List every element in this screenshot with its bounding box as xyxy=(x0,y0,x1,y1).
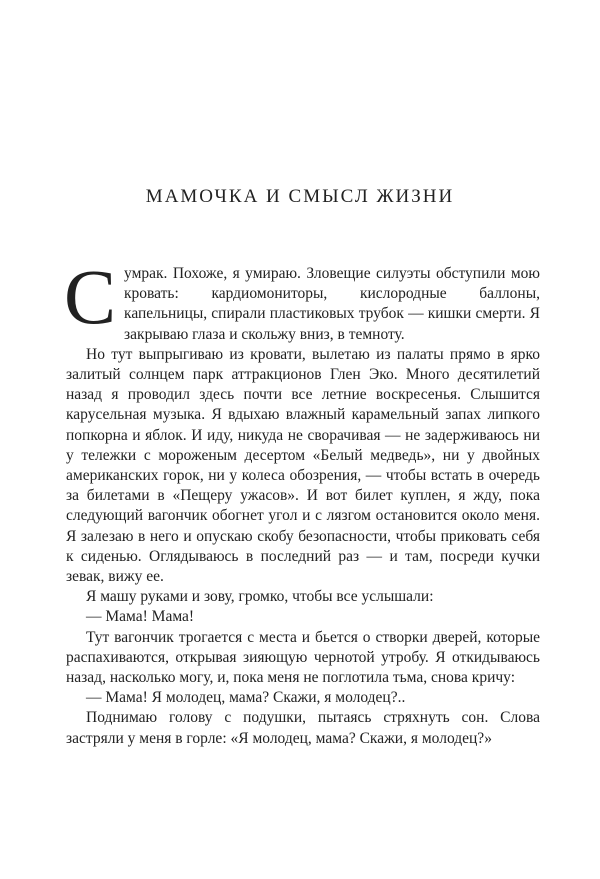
paragraph-3: Я машу руками и зову, громко, чтобы все услышали: xyxy=(86,588,434,606)
paragraph-4: Тут вагончик трогается с места и бьется о створки дверей, которые распахиваются, открывая зияющую чернотой утробу. Я откидываюсь назад, насколько могу, и, пока меня не поглотила тьма, снова кричу: xyxy=(66,628,540,687)
drop-cap-letter: С xyxy=(64,253,117,340)
chapter-body xyxy=(64,253,540,749)
paragraph-5: Поднимаю голову с подушки, пытаясь стряхнуть сон. Слова застряли у меня в горле: «Я молодец, мама? Скажи, я молодец?» xyxy=(66,709,540,747)
paragraph-1-text: умрак. Похоже, я умираю. Зловещие силуэты обступили мою кровать: кардиомониторы, кислородные баллоны, капельницы, спирали пластиковых трубок — кишки смерти. Я закрываю глаза и скольжу вниз, в темноту. xyxy=(124,265,540,343)
paragraph-1 xyxy=(64,253,540,345)
paragraph-2: Но тут выпрыгиваю из кровати, вылетаю из палаты прямо в ярко залитый солнцем парк аттракционов Глен Эко. Много десятилетий назад я проводил здесь почти все летние воскресенья. Слышится карусельная музыка. Я вдыхаю влажный карамельный запах липкого попкорна и яблок. И иду, никуда не сворачивая — не задерживаюсь ни у тележки с мороженым десертом «Белый медведь», ни у двойных американских горок, ни у колеса обозрения, — чтобы встать в очередь за билетами в «Пещеру ужасов». И вот билет куплен, я жду, пока следующий вагончик обогнет угол и с лязгом остановится около меня. Я залезаю в него и опускаю скобу безопасности, чтобы приковать себя к сиденью. Оглядываюсь в последний раз — и там, посреди кучки зевак, вижу ее. xyxy=(66,345,540,586)
dialogue-line-1: — Мама! Мама! xyxy=(86,608,195,626)
dialogue-line-2: — Мама! Я молодец, мама? Скажи, я молодец?.. xyxy=(86,689,406,707)
chapter-title: МАМОЧКА И СМЫСЛ ЖИЗНИ xyxy=(145,186,455,207)
